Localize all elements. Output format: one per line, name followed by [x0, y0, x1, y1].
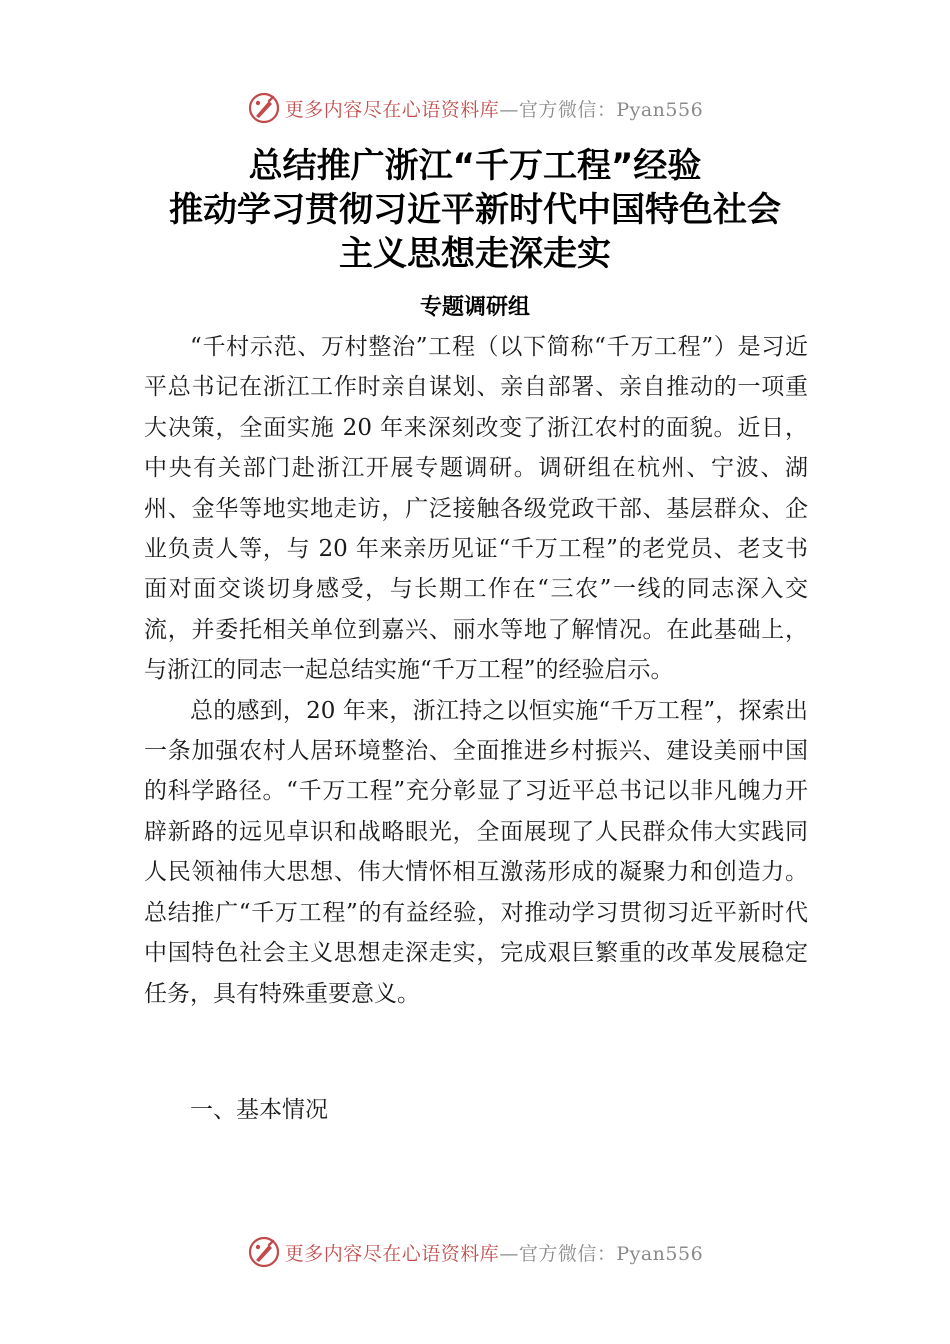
paragraph-1: “千村示范、万村整治”工程（以下简称“千万工程”）是习近平总书记在浙江工作时亲自谋划、亲自部署、亲自推动的一项重大决策，全面实施 20 年来深刻改变了浙江农村的面貌。近日，中央有关部门赴浙江开展专题调研。调研组在杭州、宁波、湖州、金华等地实地走访，广泛接触各级党政干部、基层群众、企业负责人等，与 20 年来亲历见证“千万工程”的老党员、老支书面对面交谈切身感受，与长期工作在“三农”一线的同志深入交流，并委托相关单位到嘉兴、丽水等地了解情况。在此基础上，与浙江的同志一起总结实施“千万工程”的经验启示。: [144, 334, 808, 684]
title-line-1: 总结推广浙江“千万工程”经验: [248, 146, 702, 186]
watermark-brand: 更多内容尽在心语资料库: [284, 1242, 500, 1265]
document-body: [144, 327, 808, 1014]
watermark-wechat-label: —官方微信：: [499, 1242, 617, 1265]
footer-watermark: [0, 1232, 950, 1272]
document-author: 专题调研组: [419, 295, 530, 320]
watermark-brand: 更多内容尽在心语资料库: [284, 98, 500, 121]
paragraph-2: 总的感到，20 年来，浙江持之以恒实施“千万工程”，探索出一条加强农村人居环境整治、全面推进乡村振兴、建设美丽中国的科学路径。“千万工程”充分彰显了习近平总书记以非凡魄力开辟新路的远见卓识和战略眼光，全面展现了人民群众伟大实践同人民领袖伟大思想、伟大情怀相互激荡形成的凝聚力和创造力。总结推广“千万工程”的有益经验，对推动学习贯彻习近平新时代中国特色社会主义思想走深走实，完成艰巨繁重的改革发展稳定任务，具有特殊重要意义。: [144, 697, 808, 1007]
pen-logo-icon: [247, 1235, 281, 1269]
watermark-wechat-id: Pyan556: [616, 98, 704, 121]
watermark-wechat-label: —官方微信：: [499, 98, 617, 121]
header-watermark: [0, 88, 950, 128]
section-heading: 一、基本情况: [190, 1097, 328, 1123]
pen-logo-icon: [247, 91, 281, 125]
document-title: [0, 144, 950, 276]
watermark-text: [285, 95, 703, 122]
watermark-text: [285, 1239, 703, 1266]
watermark-wechat-id: Pyan556: [616, 1242, 704, 1265]
title-line-2: 推动学习贯彻习近平新时代中国特色社会: [169, 190, 781, 230]
title-line-3: 主义思想走深走实: [339, 234, 611, 274]
